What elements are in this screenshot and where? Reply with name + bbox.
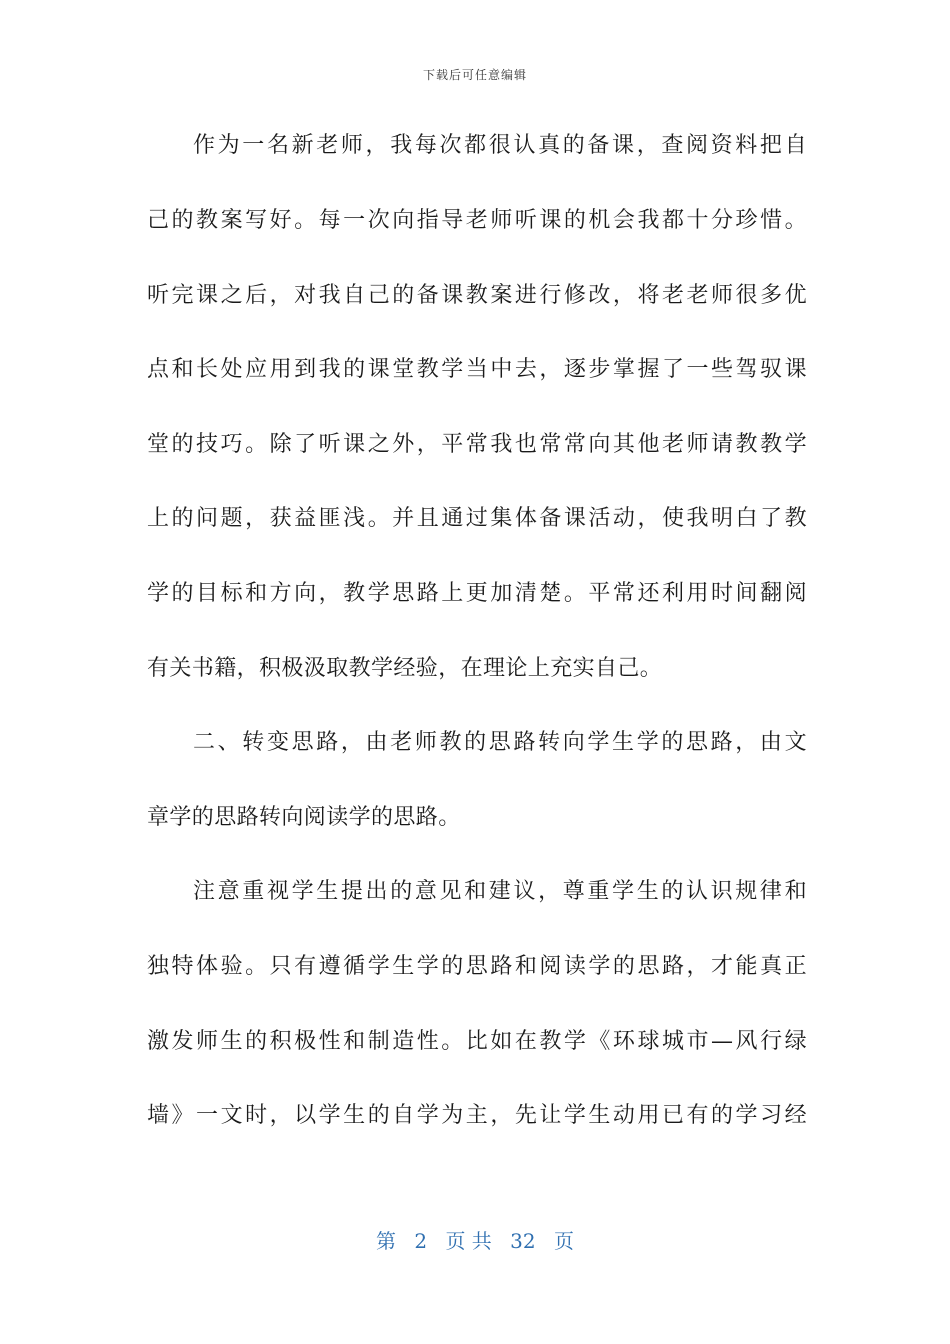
footer-suffix: 页 — [553, 1229, 574, 1253]
text-line: 墙》一文时，以学生的自学为主，先让学生动用已有的学习经 — [147, 1103, 807, 1128]
text-line: 有关书籍，积极汲取教学经验，在理论上充实自己。 — [147, 656, 663, 681]
footer-prefix: 第 — [376, 1229, 396, 1253]
text-line: 作为一名新老师，我每次都很认真的备课，查阅资料把自 — [193, 133, 807, 158]
section-heading-line: 章学的思路转向阅读学的思路。 — [147, 805, 461, 830]
text-line: 独特体验。只有遵循学生学的思路和阅读学的思路，才能真正 — [147, 954, 807, 979]
text-line: 注意重视学生提出的意见和建议，尊重学生的认识规律和 — [193, 879, 807, 904]
page-footer — [0, 1225, 950, 1254]
text-line: 己的教案写好。每一次向指导老师听课的机会我都十分珍惜。 — [147, 208, 807, 233]
text-line: 堂的技巧。除了听课之外，平常我也常常向其他老师请教教学 — [147, 432, 807, 457]
text-line: 听完课之后，对我自己的备课教案进行修改，将老老师很多优 — [147, 283, 807, 308]
page-header: 下载后可任意编辑 — [422, 68, 527, 82]
footer-page-number: 2 — [414, 1229, 428, 1253]
text-line: 上的问题，获益匪浅。并且通过集体备课活动，使我明白了教 — [147, 506, 807, 531]
footer-total-pages: 32 — [510, 1229, 536, 1253]
footer-middle: 页 共 — [445, 1229, 492, 1253]
text-line: 点和长处应用到我的课堂教学当中去，逐步掌握了一些驾驭课 — [147, 357, 807, 382]
text-line: 激发师生的积极性和制造性。比如在教学《环球城市—风行绿 — [147, 1029, 807, 1054]
section-heading-line: 二、转变思路，由老师教的思路转向学生学的思路，由文 — [193, 730, 807, 755]
text-line: 学的目标和方向，教学思路上更加清楚。平常还利用时间翻阅 — [147, 581, 807, 606]
